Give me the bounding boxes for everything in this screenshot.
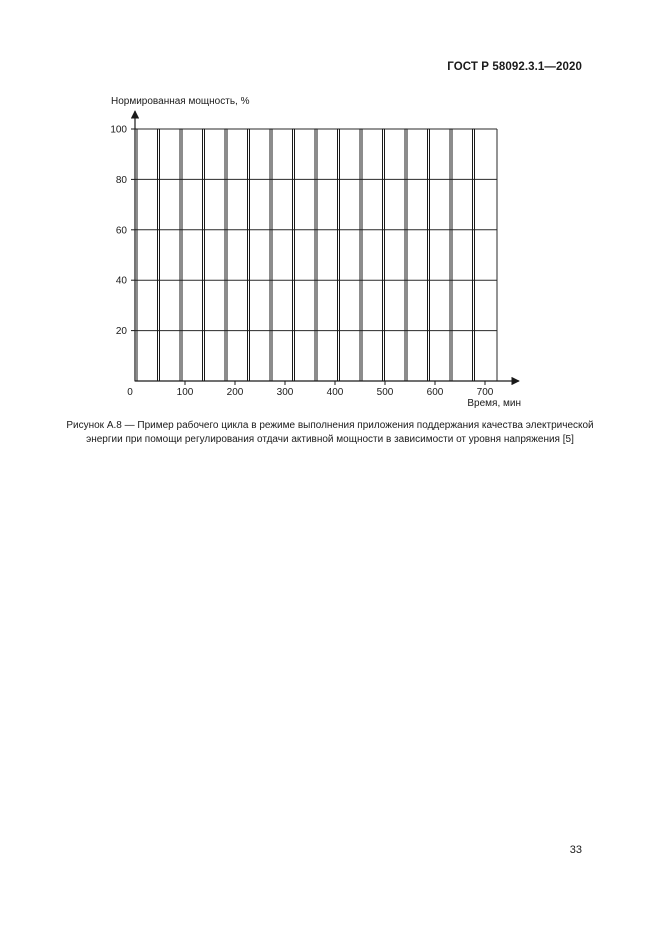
y-tick-label: 20	[115, 326, 127, 338]
x-tick-label: 600	[426, 387, 444, 398]
y-tick-label: 60	[115, 225, 127, 237]
pulse-bar	[428, 129, 430, 381]
pulse-bar	[360, 129, 362, 381]
x-axis-label: Время, мин	[467, 398, 521, 409]
pulse-bar	[293, 129, 295, 381]
tick-labels	[110, 125, 493, 399]
pulse-bar	[405, 129, 407, 381]
document-id: ГОСТ Р 58092.3.1—2020	[447, 61, 582, 73]
x-tick-label: 400	[326, 387, 344, 398]
x-tick-label: 300	[276, 387, 294, 398]
x-tick-label: 200	[226, 387, 244, 398]
y-tick-label: 80	[115, 174, 127, 186]
y-tick-label: 40	[115, 275, 127, 287]
y-axis-label: Нормированная мощность, %	[111, 96, 250, 107]
x-tick-label: 700	[476, 387, 494, 398]
pulse-bar	[225, 129, 227, 381]
pulse-bar	[315, 129, 317, 381]
pulse-bar	[180, 129, 182, 381]
y-tick-label: 100	[110, 124, 127, 136]
pulse-bar	[473, 129, 475, 381]
pulse-series	[135, 129, 475, 381]
x-tick-label: 100	[176, 387, 194, 398]
pulse-bar	[450, 129, 452, 381]
axes	[131, 111, 519, 385]
pulse-bar	[338, 129, 340, 381]
pulse-bar	[270, 129, 272, 381]
x-tick-label: 0	[127, 387, 133, 398]
caption-line-2: энергии при помощи регулирования отдачи активной мощности в зависимости от уровня напряжения [5]	[86, 434, 574, 445]
pulse-bar	[158, 129, 160, 381]
pulse-bar	[248, 129, 250, 381]
x-tick-label: 500	[376, 387, 394, 398]
gridlines	[135, 129, 497, 381]
page-number: 33	[569, 844, 582, 856]
figure-caption	[50, 419, 610, 447]
pulse-bar	[203, 129, 205, 381]
caption-line-1: Рисунок А.8 — Пример рабочего цикла в режиме выполнения приложения поддержания качества электрической	[66, 420, 594, 431]
pulse-bar	[383, 129, 385, 381]
